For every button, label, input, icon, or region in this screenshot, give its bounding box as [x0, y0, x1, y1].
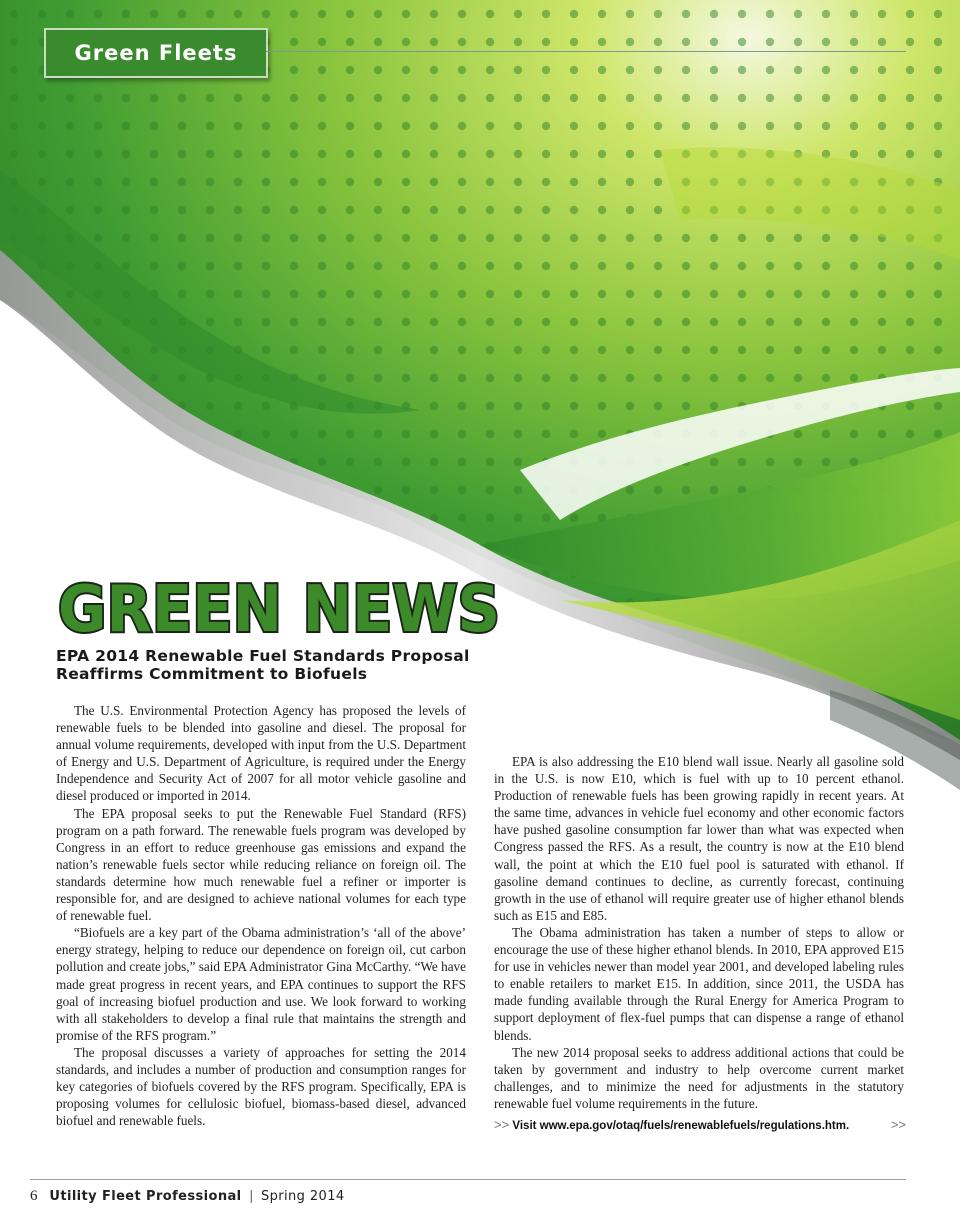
paragraph: The new 2014 proposal seeks to address additional actions that could be taken by government and industry to help overcome current market challenges, and to minimize the need for adjustments in the statutory renewable fuel volume requirements in the future.: [494, 1044, 904, 1111]
page-footer: [30, 1185, 345, 1205]
publication-name: Utility Fleet Professional: [49, 1189, 242, 1204]
paragraph: The proposal discusses a variety of approaches for setting the 2014 standards, and includes a number of production and consumption ranges for key categories of biofuels covered by the RFS program. Specifically, EPA is proposing volumes for cellulosic biofuel, biomass-based diesel, advanced biofuel and renewable fuels.: [56, 1044, 466, 1129]
green-news-masthead: [56, 565, 516, 645]
visit-link-line: [494, 1116, 906, 1134]
article-column-left: [56, 702, 466, 1129]
paragraph: The U.S. Environmental Protection Agency has proposed the levels of renewable fuels to be blended into gasoline and diesel. The proposal for annual volume requirements, developed with input from the U.S. Department of Energy and U.S. Department of Agriculture, is required under the Energy Independence and Security Act of 2007 for all motor vehicle gasoline and diesel produced or imported in 2014.: [56, 703, 466, 804]
masthead-text: GREEN NEWS: [58, 573, 500, 645]
issue-date: Spring 2014: [260, 1189, 345, 1204]
article-column-right: [494, 753, 904, 1112]
paragraph: The EPA proposal seeks to put the Renewable Fuel Standard (RFS) program on a path forward. The renewable fuels program was developed by Congress in an effort to reduce greenhouse gas emissions and expand the nation’s renewable fuels sector while reducing reliance on foreign oil. The standards determine how much renewable fuel a refiner or importer is responsible for, and are designed to achieve national volumes for each type of renewable fuel.: [56, 805, 466, 924]
article-headline: EPA 2014 Renewable Fuel Standards Proposal Reaffirms Commitment to Biofuels: [56, 647, 470, 683]
double-chevron-icon: >>: [494, 1117, 510, 1132]
paragraph: The Obama administration has taken a number of steps to allow or encourage the use of these higher ethanol blends. In 2010, EPA approved E15 for use in vehicles newer than model year 2001, and developed labeling rules to enable retailers to market E15. In addition, since 2011, the USDA has made funding available through the Rural Energy for America Program to support deployment of flex-fuel pumps that can dispense a range of ethanol blends.: [494, 924, 904, 1043]
page-number: 6: [30, 1188, 38, 1204]
footer-rule: [30, 1179, 906, 1180]
paragraph: EPA is also addressing the E10 blend wall issue. Nearly all gasoline sold in the U.S. is now E10, which is fuel with up to 10 percent ethanol. Production of renewable fuels has been growing rapidly in recent years. At the same time, advances in vehicle fuel economy and other economic factors have pushed gasoline consumption far lower than what was expected when Congress passed the RFS. As a result, the country is now at the E10 blend wall, the point at which the E10 fuel pool is saturated with ethanol. If gasoline demand continues to decline, as currently forecast, continuing growth in the use of ethanol will require greater use of higher ethanol blends such as E15 and E85.: [494, 754, 904, 923]
double-chevron-end-icon: >>: [890, 1117, 906, 1132]
footer-separator: |: [249, 1187, 254, 1203]
paragraph: “Biofuels are a key part of the Obama administration’s ‘all of the above’ energy strategy, helping to reduce our dependence on foreign oil, cut carbon pollution and create jobs,” said EPA Administrator Gina McCarthy. “We have made great progress in recent years, and EPA continues to support the RFS goal of increasing biofuel production and use. We look forward to working with all stakeholders to develop a final rule that maintains the strength and promise of the RFS program.”: [56, 925, 466, 1043]
visit-link[interactable]: Visit www.epa.gov/otaq/fuels/renewablefuels/regulations.htm.: [512, 1120, 850, 1132]
header-rule: [266, 51, 906, 52]
section-tag: Green Fleets: [44, 28, 268, 78]
